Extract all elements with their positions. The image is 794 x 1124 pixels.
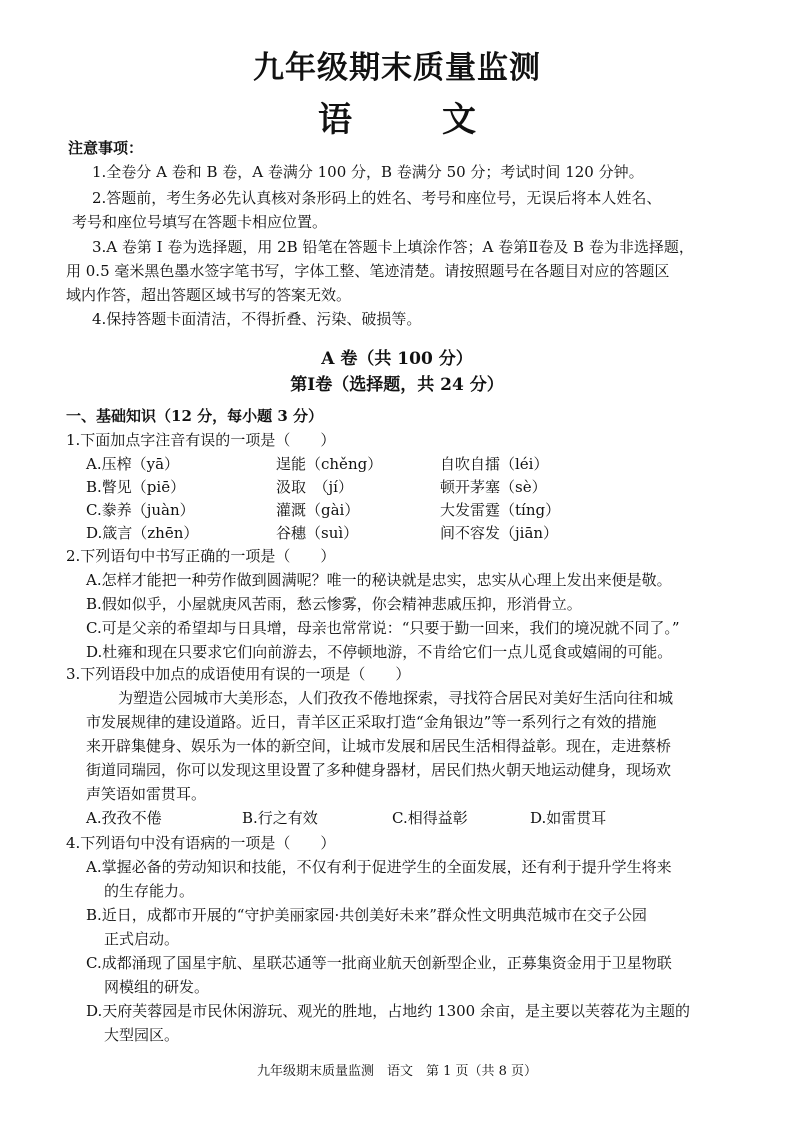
q2-option-c: C.可是父亲的希望却与日具增，母亲也常常说：“只要于勤一回来，我们的境况就不同了。” <box>86 619 680 637</box>
q1-option-b-2: 汲取 （jí） <box>276 478 353 496</box>
part-1-heading: 第Ⅰ卷（选择题，共 24 分） <box>290 375 504 395</box>
q1-option-d-3: 间不容发（jiān） <box>440 524 559 542</box>
q2-stem: 2.下列语句中书写正确的一项是（ ） <box>66 547 336 565</box>
q3-option-c: C.相得益彰 <box>392 809 468 827</box>
note-2a: 2.答题前，考生务必先认真核对条形码上的姓名、考号和座位号，无误后将本人姓名、 <box>92 189 662 207</box>
q4-option-d-1: D.天府芙蓉园是市民休闲游玩、观光的胜地，占地约 1300 余亩，是主要以芙蓉花为主题的 <box>86 1002 690 1020</box>
q4-option-a-2: 的生存能力。 <box>104 882 195 900</box>
q2-option-b: B.假如似乎，小屋就庚风苦雨，愁云惨雾，你会精神悲戚压抑，形消骨立。 <box>86 595 582 613</box>
q4-option-c-2: 网模组的研发。 <box>104 978 210 996</box>
section-a-heading: A 卷（共 100 分） <box>321 349 473 369</box>
q1-option-a-2: 逞能（chěng） <box>276 455 383 473</box>
q3-passage-line-1: 为塑造公园城市大美形态，人们孜孜不倦地探索，寻找符合居民对美好生活向往和城 <box>118 689 674 707</box>
q3-option-a: A.孜孜不倦 <box>86 809 162 827</box>
q1-option-d-1: D.箴言（zhēn） <box>86 524 199 542</box>
q4-stem: 4.下列语句中没有语病的一项是（ ） <box>66 834 336 852</box>
q3-stem: 3.下列语段中加点的成语使用有误的一项是（ ） <box>66 665 411 683</box>
subject-title: 语 文 <box>318 100 504 140</box>
q1-option-a-3: 自吹自擂（léi） <box>440 455 549 473</box>
q2-option-d: D.杜雍和现在只要求它们向前游去，不停顿地游，不肯给它们一点儿觅食或嬉闹的可能。 <box>86 643 673 661</box>
page-footer: 九年级期末质量监测 语文 第 1 页（共 8 页） <box>256 1064 538 1079</box>
q4-option-b-2: 正式启动。 <box>104 930 180 948</box>
q1-option-b-3: 顿开茅塞（sè） <box>440 478 547 496</box>
q4-option-b-1: B.近日，成都市开展的“守护美丽家园·共创美好未来”群众性文明典范城市在交子公园 <box>86 906 647 924</box>
note-4: 4.保持答题卡面清洁，不得折叠、污染、破损等。 <box>92 310 422 328</box>
q1-option-b-1: B.瞥见（piē） <box>86 478 186 496</box>
q3-passage-line-5: 声笑语如雷贯耳。 <box>86 785 207 803</box>
note-3a: 3.A 卷第 I 卷为选择题，用 2B 铅笔在答题卡上填涂作答；A 卷第Ⅱ卷及 B 卷为非选择题， <box>92 238 694 256</box>
notes-heading: 注意事项： <box>68 139 144 157</box>
q3-option-b: B.行之有效 <box>242 809 318 827</box>
q3-passage-line-4: 街道同瑞园，你可以发现这里设置了多种健身器材，居民们热火朝天地运动健身，现场欢 <box>86 761 672 779</box>
note-3c: 域内作答，超出答题区域书写的答案无效。 <box>66 286 352 304</box>
note-2b: 考号和座位号填写在答题卡相应位置。 <box>72 213 328 231</box>
basic-knowledge-heading: 一、基础知识（12 分，每小题 3 分） <box>66 407 323 425</box>
exam-title: 九年级期末质量监测 <box>253 50 541 86</box>
q4-option-d-2: 大型园区。 <box>104 1026 180 1044</box>
q1-option-a-1: A.压榨（yā） <box>86 455 180 473</box>
note-1: 1.全卷分 A 卷和 B 卷，A 卷满分 100 分，B 卷满分 50 分；考试时间 120 分钟。 <box>92 163 644 181</box>
q3-option-d: D.如雷贯耳 <box>530 809 607 827</box>
q1-stem: 1.下面加点字注音有误的一项是（ ） <box>66 431 336 449</box>
q4-option-a-1: A.掌握必备的劳动知识和技能，不仅有利于促进学生的全面发展，还有利于提升学生将来 <box>86 858 672 876</box>
note-3b: 用 0.5 毫米黑色墨水签字笔书写，字体工整、笔迹清楚。请按照题号在各题目对应的答题区 <box>66 262 670 280</box>
q1-option-c-1: C.豢养（juàn） <box>86 501 195 519</box>
q1-option-c-3: 大发雷霆（tíng） <box>440 501 561 519</box>
q4-option-c-1: C.成都涌现了国星宇航、星联芯通等一批商业航天创新型企业，正募集资金用于卫星物联 <box>86 954 672 972</box>
q2-option-a: A.怎样才能把一种劳作做到圆满呢？唯一的秘诀就是忠实，忠实从心理上发出来便是敬。 <box>86 571 672 589</box>
q3-passage-line-3: 来开辟集健身、娱乐为一体的新空间，让城市发展和居民生活相得益彰。现在，走进蔡桥 <box>86 737 672 755</box>
q1-option-d-2: 谷穗（suì） <box>276 524 359 542</box>
q1-option-c-2: 灌溉（gài） <box>276 501 360 519</box>
q3-passage-line-2: 市发展规律的建设道路。近日，青羊区正采取打造“金角银边”等一系列行之有效的措施 <box>86 713 657 731</box>
